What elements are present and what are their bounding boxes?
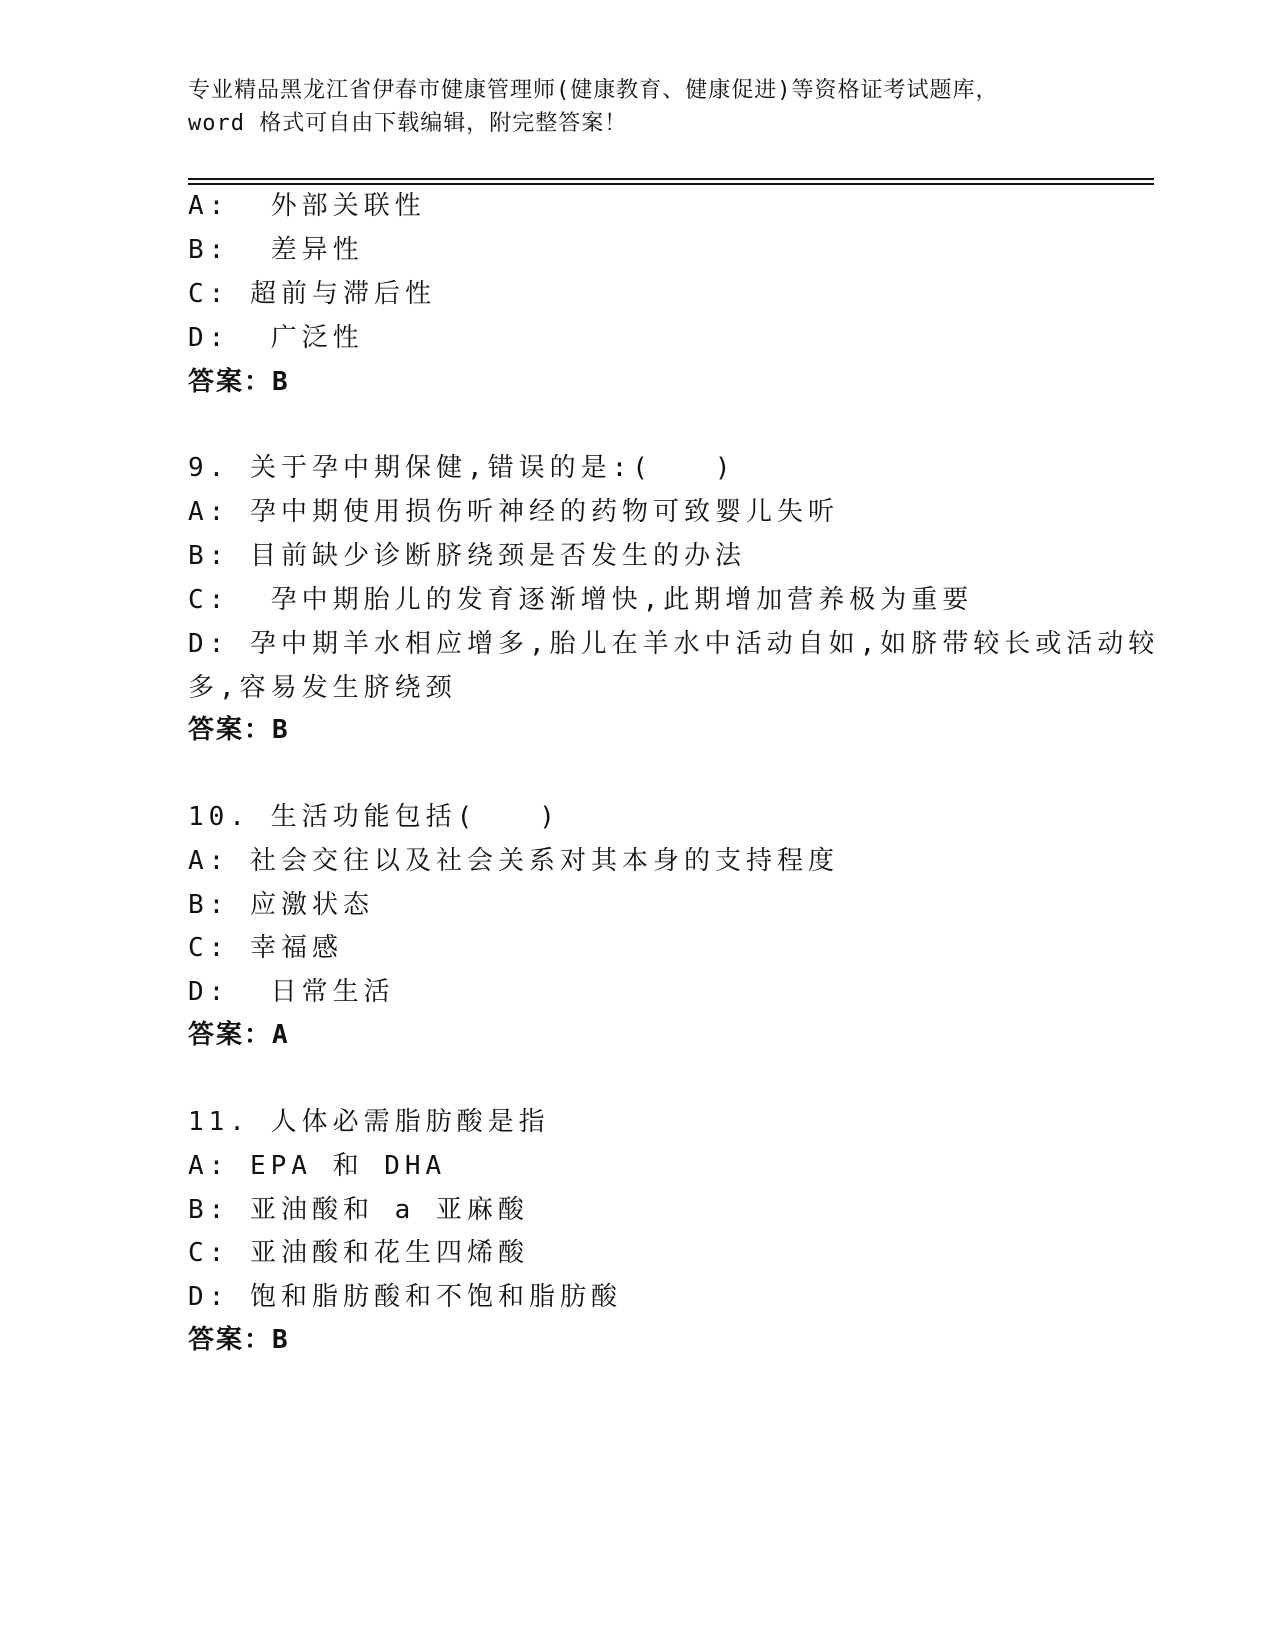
q8-option-d: D: 广泛性 [188,323,364,353]
q9-answer: 答案：B [188,715,290,745]
q9-option-b: B: 目前缺少诊断脐绕颈是否发生的办法 [188,541,746,571]
q11-option-b: B: 亚油酸和 a 亚麻酸 [188,1195,529,1225]
q8-option-a: A: 外部关联性 [188,191,426,221]
q8-option-c: C: 超前与滞后性 [188,279,436,309]
header-divider-bottom [188,183,1154,185]
q9-option-d-continued: 多,容易发生脐绕颈 [188,673,457,703]
q10-option-a: A: 社会交往以及社会关系对其本身的支持程度 [188,846,839,876]
q10-option-c: C: 幸福感 [188,933,343,963]
q9-option-a: A: 孕中期使用损伤听神经的药物可致婴儿失听 [188,497,839,527]
q11-answer: 答案：B [188,1325,290,1355]
q11-question: 11. 人体必需脂肪酸是指 [188,1107,550,1137]
q11-option-c: C: 亚油酸和花生四烯酸 [188,1238,529,1268]
q11-option-a: A: EPA 和 DHA [188,1151,447,1181]
document-header [188,74,1088,140]
q8-option-b: B: 差异性 [188,235,364,265]
header-line-1: 专业精品黑龙江省伊春市健康管理师(健康教育、健康促进)等资格证考试题库， [188,78,999,103]
q9-option-d: D: 孕中期羊水相应增多,胎儿在羊水中活动自如,如脐带较长或活动较 [188,629,1160,659]
q10-question: 10. 生活功能包括( ) [188,802,560,832]
q8-answer: 答案：B [188,367,290,397]
q9-question: 9. 关于孕中期保健,错误的是:( ) [188,453,736,483]
header-line-2: word 格式可自由下载编辑，附完整答案！ [188,111,628,136]
q9-option-c: C: 孕中期胎儿的发育逐渐增快,此期增加营养极为重要 [188,585,974,615]
q10-answer: 答案：A [188,1020,290,1050]
q10-option-d: D: 日常生活 [188,977,395,1007]
q11-option-d: D: 饱和脂肪酸和不饱和脂肪酸 [188,1282,622,1312]
header-divider-top [188,178,1154,180]
q10-option-b: B: 应激状态 [188,890,374,920]
